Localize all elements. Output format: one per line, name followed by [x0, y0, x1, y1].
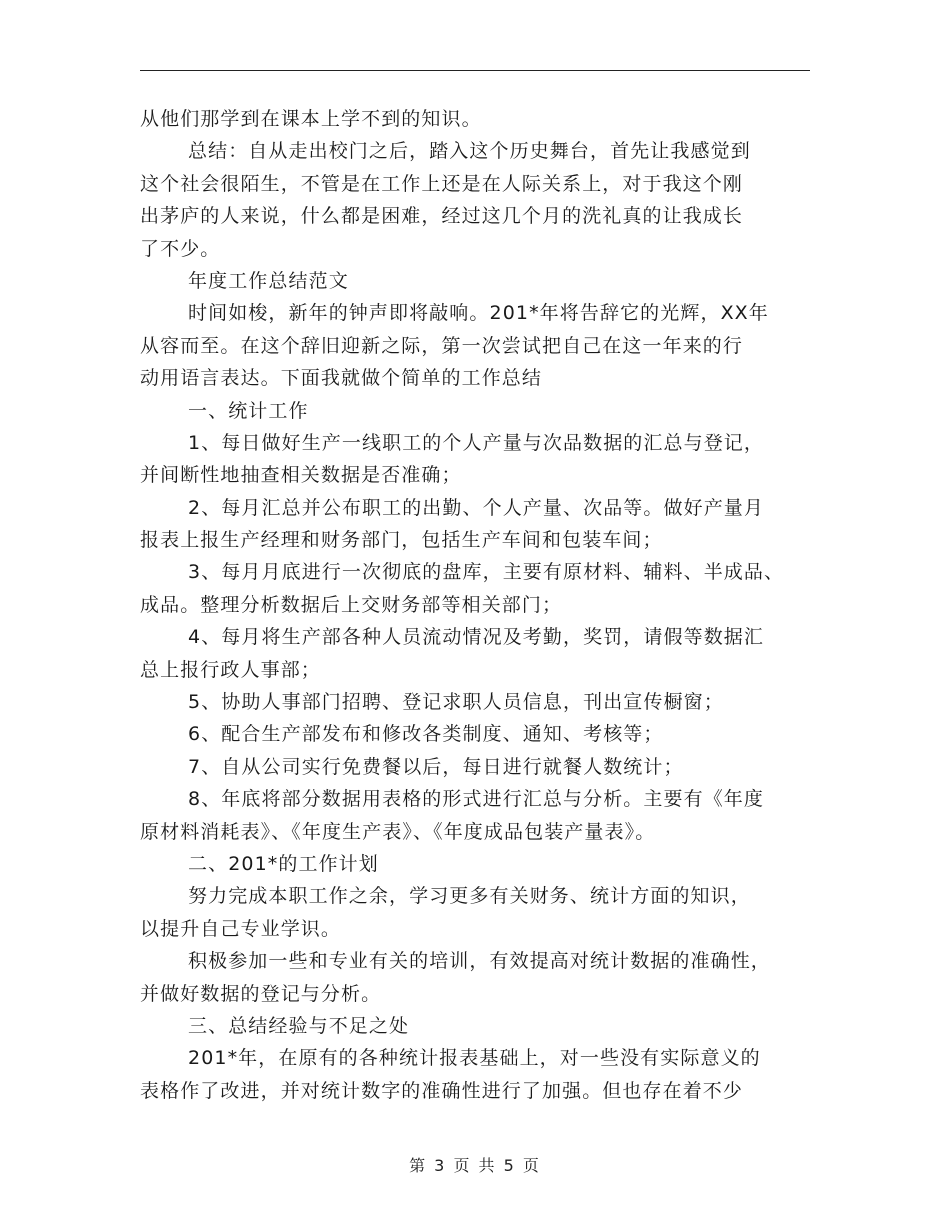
text-line: 这个社会很陌生，不管是在工作上还是在人际关系上，对于我这个刚: [140, 172, 744, 195]
text-line: 一、统计工作: [188, 399, 309, 422]
text-line: 8、年底将部分数据用表格的形式进行汇总与分析。主要有《年度: [188, 788, 764, 811]
text-line: 3、每月月底进行一次彻底的盘库，主要有原材料、辅料、半成品、: [188, 561, 785, 584]
text-line: 二、201*的工作计划: [188, 852, 379, 875]
text-line: 以提升自己专业学识。: [140, 917, 342, 940]
text-line: 原材料消耗表》、《年度生产表》、《年度成品包装产量表》。: [140, 820, 656, 843]
text-line: 4、每月将生产部各种人员流动情况及考勤，奖罚，请假等数据汇: [188, 626, 764, 649]
text-line: 从容而至。在这个辞旧迎新之际，第一次尝试把自己在这一年来的行: [140, 334, 744, 357]
text-line: 并做好数据的登记与分析。: [140, 982, 382, 1005]
text-line: 并间断性地抽查相关数据是否准确；: [140, 464, 462, 487]
text-line: 1、每日做好生产一线职工的个人产量与次品数据的汇总与登记，: [188, 431, 764, 454]
text-line: 动用语言表达。下面我就做个简单的工作总结: [140, 367, 543, 390]
text-line: 2、每月汇总并公布职工的出勤、个人产量、次品等。做好产量月: [188, 496, 764, 519]
text-line: 表格作了改进，并对统计数字的准确性进行了加强。但也存在着不少: [140, 1079, 744, 1102]
text-line: 5、协助人事部门招聘、登记求职人员信息，刊出宣传橱窗；: [188, 691, 724, 714]
text-line: 6、配合生产部发布和修改各类制度、通知、考核等；: [188, 723, 664, 746]
document-body: [0, 103, 950, 1107]
text-line: 出茅庐的人来说，什么都是困难，经过这几个月的洗礼真的让我成长: [140, 205, 744, 228]
header-rule: [140, 70, 810, 71]
text-line: 从他们那学到在课本上学不到的知识。: [140, 108, 482, 130]
text-line: 总上报行政人事部；: [140, 658, 321, 681]
text-line: 三、总结经验与不足之处: [188, 1014, 410, 1037]
text-line: 年度工作总结范文: [188, 269, 349, 292]
text-line: 总结：自从走出校门之后，踏入这个历史舞台，首先让我感觉到: [188, 140, 751, 163]
text-line: 7、自从公司实行免费餐以后，每日进行就餐人数统计；: [188, 755, 684, 778]
text-line: 成品。整理分析数据后上交财务部等相关部门；: [140, 593, 563, 616]
text-line: 时间如梭，新年的钟声即将敲响。201*年将告辞它的光辉，XX年: [188, 302, 769, 325]
text-line: 报表上报生产经理和财务部门，包括生产车间和包装车间；: [140, 529, 663, 552]
text-line: 努力完成本职工作之余，学习更多有关财务、统计方面的知识，: [188, 885, 751, 908]
page-footer: 第 3 页 共 5 页: [409, 1156, 541, 1175]
text-line: 积极参加一些和专业有关的培训，有效提高对统计数据的准确性，: [188, 950, 771, 973]
text-line: 201*年，在原有的各种统计报表基础上，对一些没有实际意义的: [188, 1047, 761, 1070]
text-line: 了不少。: [140, 237, 221, 260]
